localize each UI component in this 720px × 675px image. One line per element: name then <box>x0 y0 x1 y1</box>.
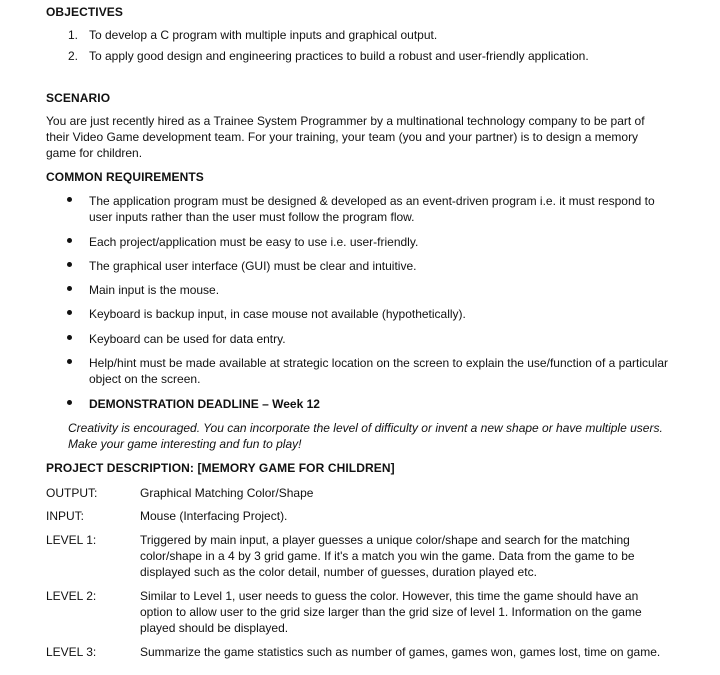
level-2-line: option to allow user to the grid size larger than the grid size of level 1. Information on the game <box>140 605 642 619</box>
demonstration-deadline: DEMONSTRATION DEADLINE – Week 12 <box>89 397 320 411</box>
objectives-heading: OBJECTIVES <box>46 5 124 19</box>
scenario-line: You are just recently hired as a Trainee System Programmer by a multinational technology company to be part of <box>46 114 645 128</box>
level-3-line: Summarize the game statistics such as number of games, games won, games lost, time on game. <box>140 645 661 659</box>
level-1-line: displayed such as the color detail, number of guesses, duration played etc. <box>140 565 537 579</box>
requirement-line: Keyboard is backup input, in case mouse not available (hypothetically). <box>89 307 466 321</box>
input-value: Mouse (Interfacing Project). <box>140 509 288 523</box>
bullet-icon <box>67 238 72 243</box>
scenario-line: game for children. <box>46 146 143 160</box>
level-3-label: LEVEL 3: <box>46 645 97 659</box>
level-1-label: LEVEL 1: <box>46 533 97 547</box>
level-1-line: Triggered by main input, a player guesses a unique color/shape and search for the matching <box>140 533 630 547</box>
bullet-icon <box>67 359 72 364</box>
requirement-line: Help/hint must be made available at strategic location on the screen to explain the use/function of a particular <box>89 356 669 370</box>
requirement-line: The graphical user interface (GUI) must be clear and intuitive. <box>89 259 417 273</box>
creativity-note-line: Make your game interesting and fun to play! <box>68 437 302 451</box>
input-label: INPUT: <box>46 509 85 523</box>
bullet-icon <box>67 310 72 315</box>
common-requirements-heading: COMMON REQUIREMENTS <box>46 170 204 184</box>
objective-number: 2. <box>68 49 79 63</box>
output-value: Graphical Matching Color/Shape <box>140 486 314 500</box>
level-2-line: played should be displayed. <box>140 621 289 635</box>
level-2-line: Similar to Level 1, user needs to guess the color. However, this time the game should have an <box>140 589 639 603</box>
objective-text: To develop a C program with multiple inputs and graphical output. <box>89 28 438 42</box>
level-1-line: color/shape in a 4 by 3 grid game. If it's a match you win the game. Data from the game to be <box>140 549 635 563</box>
requirement-line: Main input is the mouse. <box>89 283 220 297</box>
project-description-heading: PROJECT DESCRIPTION: [MEMORY GAME FOR CHILDREN] <box>46 461 395 475</box>
bullet-icon <box>67 400 72 405</box>
output-label: OUTPUT: <box>46 486 98 500</box>
requirement-line: user inputs rather than the user must follow the program flow. <box>89 210 415 224</box>
scenario-line: their Video Game development team. For your training, your team (you and your partner) is to design a memory <box>46 130 639 144</box>
objective-number: 1. <box>68 28 79 42</box>
scenario-heading: SCENARIO <box>46 91 111 105</box>
bullet-icon <box>67 335 72 340</box>
bullet-icon <box>67 286 72 291</box>
creativity-note-line: Creativity is encouraged. You can incorporate the level of difficulty or invent a new shape or have multiple users. <box>68 421 663 435</box>
requirement-line: The application program must be designed & developed as an event-driven program i.e. it must respond to <box>89 194 655 208</box>
bullet-icon <box>67 262 72 267</box>
level-2-label: LEVEL 2: <box>46 589 97 603</box>
requirement-line: Each project/application must be easy to use i.e. user-friendly. <box>89 235 419 249</box>
requirement-line: Keyboard can be used for data entry. <box>89 332 286 346</box>
requirement-line: object on the screen. <box>89 372 201 386</box>
objective-text: To apply good design and engineering practices to build a robust and user-friendly application. <box>89 49 589 63</box>
bullet-icon <box>67 197 72 202</box>
